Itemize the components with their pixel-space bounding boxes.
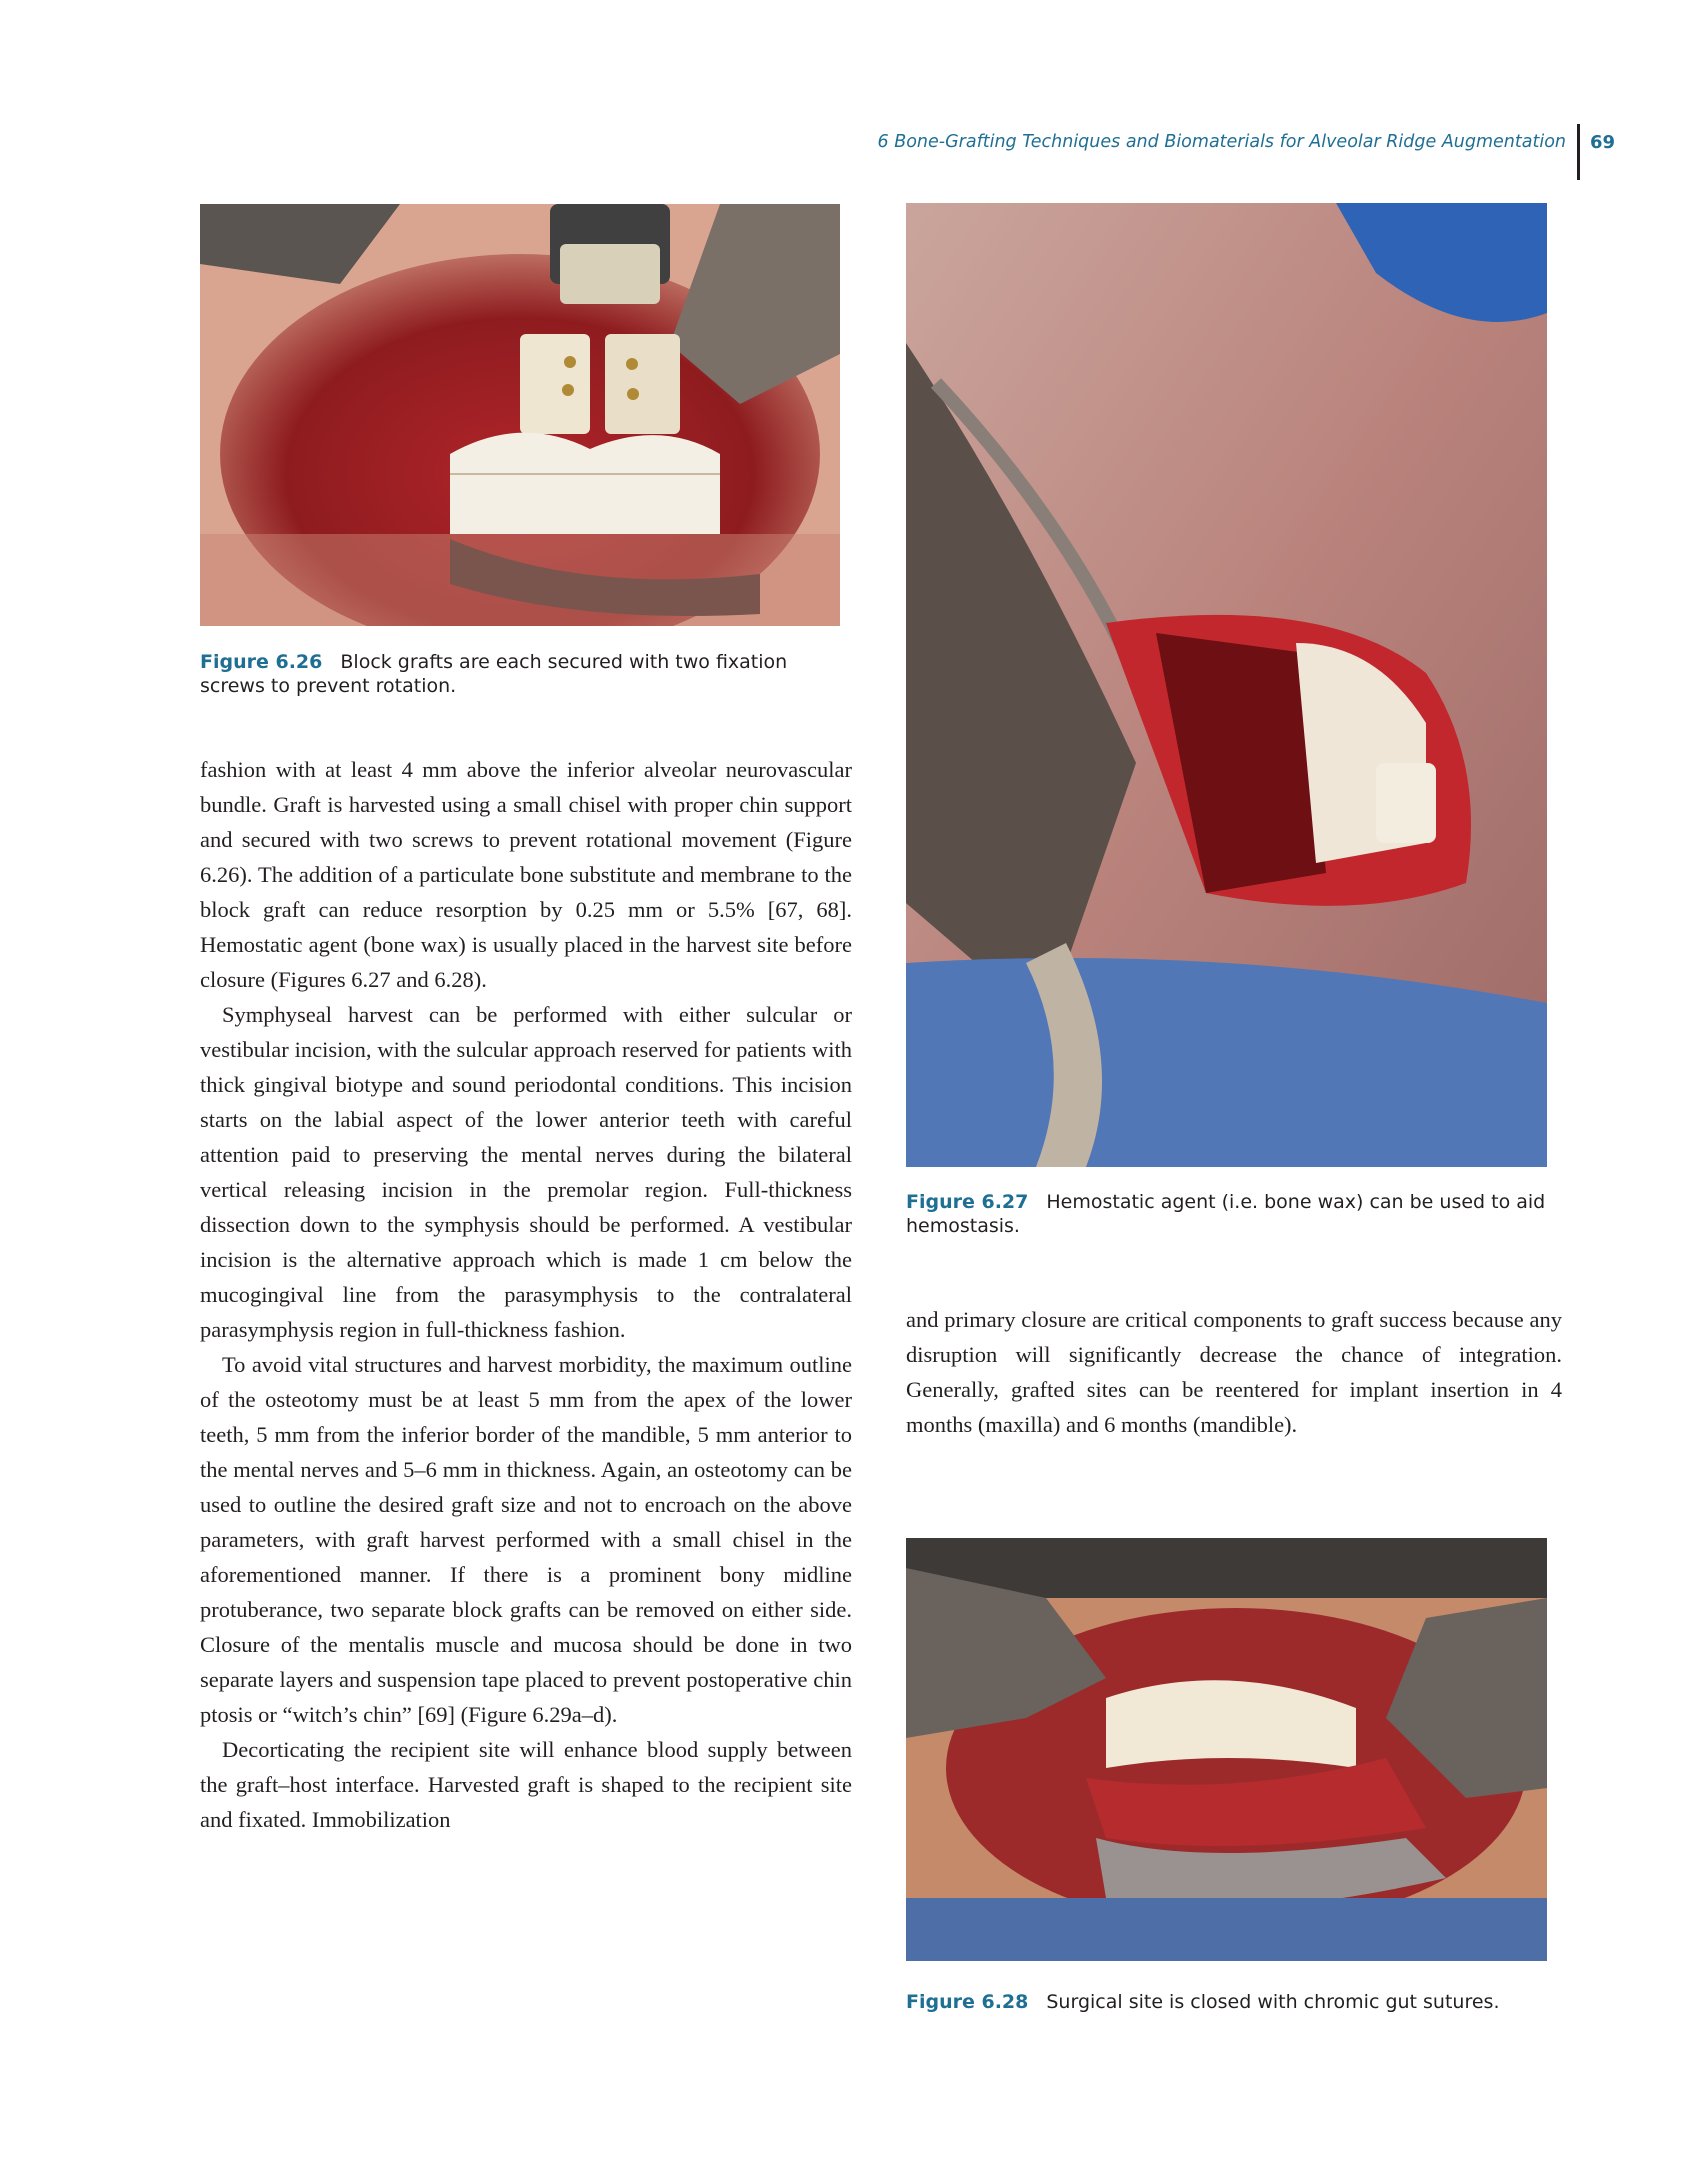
figure-6-27-caption [906, 1190, 1546, 1238]
running-head: 6 Bone-Grafting Techniques and Biomaterials for Alveolar Ridge Augmentation [877, 132, 1566, 152]
page-number: 69 [1590, 132, 1616, 153]
right-column-text [906, 1302, 1562, 1442]
left-column-text [200, 752, 852, 1837]
figure-6-28-photo [906, 1538, 1547, 1961]
paragraph: and primary closure are critical components to graft success because any disruption will significantly decrease the chance of integration. Generally, grafted sites can be reentered for implant insertion in 4 months (maxilla) and 6 months (mandible). [906, 1307, 1562, 1437]
header-rule [1577, 124, 1580, 180]
caption-text: Surgical site is closed with chromic gut sutures. [1046, 1991, 1500, 2013]
figure-6-26-photo [200, 204, 840, 626]
caption-text: Block grafts are each secured with two fixation screws to prevent rotation. [200, 651, 788, 697]
figure-6-27-photo [906, 203, 1547, 1167]
figure-6-26-caption [200, 650, 840, 698]
figure-label: Figure 6.27 [906, 1191, 1029, 1213]
caption-text: Hemostatic agent (i.e. bone wax) can be used to aid hemostasis. [906, 1191, 1546, 1237]
figure-6-28-caption [906, 1990, 1546, 2014]
paragraph: Symphyseal harvest can be performed with either sulcular or vestibular incision, with the sulcular approach reserved for patients with thick gingival biotype and sound periodontal conditions. This incision starts on the labial aspect of the lower anterior teeth with careful attention paid to preserving the mental nerves during the bilateral vertical releasing incision in the premolar region. Full-thickness dissection down to the symphysis should be performed. A vestibular incision is the alternative approach which is made 1 cm below the mucogingival line from the parasymphysis to the contralateral parasymphysis region in full-thickness fashion. [200, 1002, 852, 1342]
paragraph: fashion with at least 4 mm above the inferior alveolar neurovascular bundle. Graft is harvested using a small chisel with proper chin support and secured with two screws to prevent rotational movement (Figure 6.26). The addition of a particulate bone substitute and membrane to the block graft can reduce resorption by 0.25 mm or 5.5% [67, 68]. Hemostatic agent (bone wax) is usually placed in the harvest site before closure (Figures 6.27 and 6.28). [200, 757, 852, 992]
paragraph: To avoid vital structures and harvest morbidity, the maximum outline of the osteotomy must be at least 5 mm from the apex of the lower teeth, 5 mm from the inferior border of the mandible, 5 mm anterior to the mental nerves and 5–6 mm in thickness. Again, an osteotomy can be used to outline the desired graft size and not to encroach on the above parameters, with graft harvest performed with a small chisel in the aforementioned manner. If there is a prominent bony midline protuberance, two separate block grafts can be removed on either side. Closure of the mentalis muscle and mucosa should be done in two separate layers and suspension tape placed to prevent postoperative chin ptosis or “witch’s chin” [69] (Figure 6.29a–d). [200, 1352, 852, 1727]
figure-label: Figure 6.28 [906, 1991, 1029, 2013]
figure-label: Figure 6.26 [200, 651, 323, 673]
paragraph: Decorticating the recipient site will enhance blood supply between the graft–host interface. Harvested graft is shaped to the recipient site and fixated. Immobilization [200, 1737, 852, 1832]
